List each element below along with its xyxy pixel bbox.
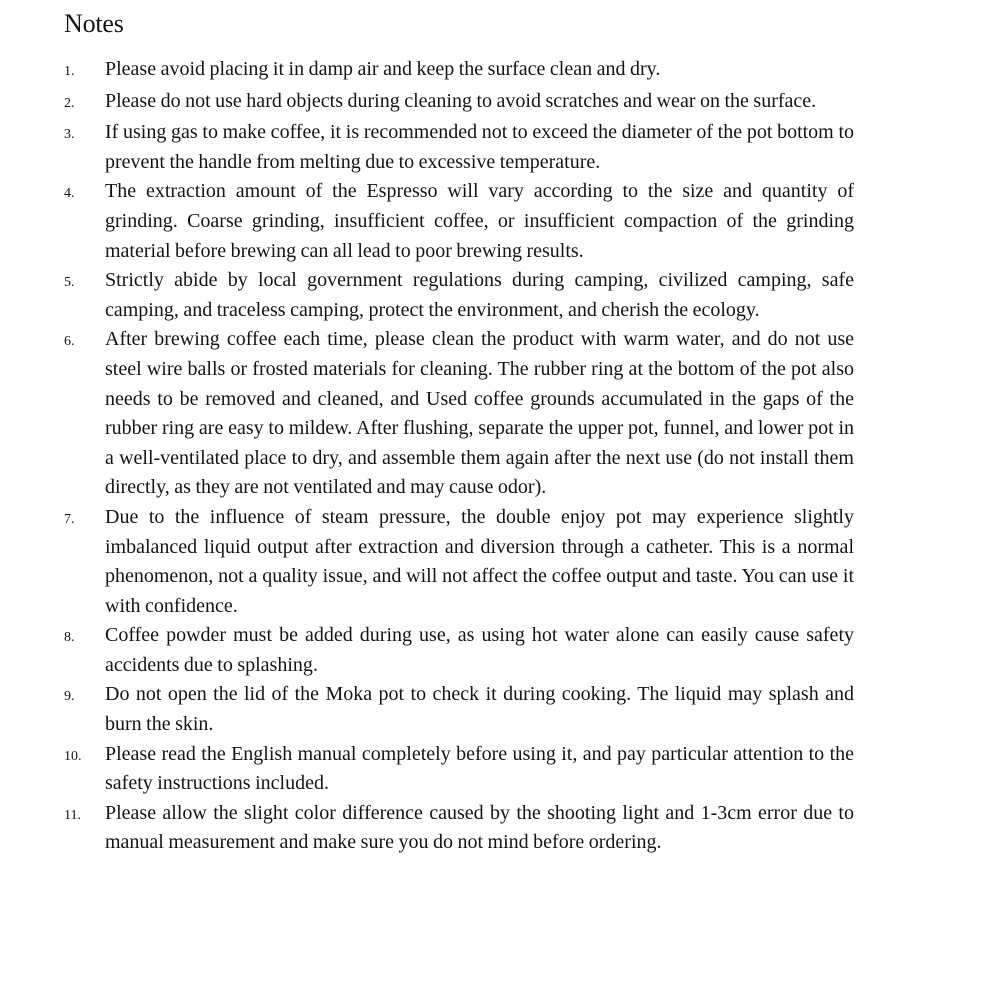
note-text: Do not open the lid of the Moka pot to check it during cooking. The liquid may splash and burn the skin. (105, 683, 854, 736)
note-item (64, 621, 854, 680)
note-text: Due to the influence of steam pressure, the double enjoy pot may experience slightly imbalanced liquid output after extraction and diversion through a catheter. This is a normal phenomenon, not a quality issue, and will not affect the coffee output and taste. You can use it with confidence. (105, 505, 854, 617)
note-number: 8. (64, 630, 75, 646)
note-item (64, 177, 854, 266)
note-text: Please allow the slight color difference caused by the shooting light and 1-3cm error due to manual measurement and make sure you do not mind before ordering. (105, 801, 854, 854)
note-text: After brewing coffee each time, please clean the product with warm water, and do not use steel wire balls or frosted materials for cleaning. The rubber ring at the bottom of the pot also needs to be removed and cleaned, and Used coffee grounds accumulated in the gaps of the rubber ring are easy to mildew. After flushing, separate the upper pot, funnel, and lower pot in a well-ventilated place to dry, and assemble them again after the next use (do not install them directly, as they are not ventilated and may cause odor). (105, 328, 854, 499)
note-text: Please read the English manual completely before using it, and pay particular attention to the safety instructions included. (105, 742, 854, 795)
note-item (64, 266, 854, 325)
note-number: 2. (64, 95, 75, 111)
note-number: 4. (64, 186, 75, 202)
note-item (64, 740, 854, 799)
note-number: 9. (64, 689, 75, 705)
note-item (64, 55, 854, 87)
note-text: Please do not use hard objects during cleaning to avoid scratches and wear on the surface. (105, 89, 817, 112)
note-number: 6. (64, 334, 75, 350)
note-item (64, 87, 854, 119)
note-number: 5. (64, 275, 75, 291)
note-number: 11. (64, 807, 81, 823)
note-item (64, 118, 854, 177)
note-item (64, 680, 854, 739)
note-text: Please avoid placing it in damp air and keep the surface clean and dry. (105, 58, 661, 80)
page-title: Notes (64, 9, 124, 38)
notes-list (64, 55, 854, 858)
note-number: 1. (64, 64, 75, 79)
note-item (64, 503, 854, 621)
note-number: 7. (64, 511, 75, 527)
note-item (64, 799, 854, 858)
note-text: If using gas to make coffee, it is recommended not to exceed the diameter of the pot bottom to prevent the handle from melting due to excessive temperature. (105, 121, 854, 173)
note-number: 10. (64, 748, 82, 764)
note-number: 3. (64, 127, 75, 143)
note-text: The extraction amount of the Espresso will vary according to the size and quantity of grinding. Coarse grinding, insufficient coffee, or insufficient compaction of the grinding material before brewing can all lead to poor brewing results. (105, 180, 854, 262)
note-text: Strictly abide by local government regulations during camping, civilized camping, safe camping, and traceless camping, protect the environment, and cherish the ecology. (105, 269, 854, 321)
note-text: Coffee powder must be added during use, as using hot water alone can easily cause safety accidents due to splashing. (105, 624, 854, 676)
note-item (64, 325, 854, 503)
